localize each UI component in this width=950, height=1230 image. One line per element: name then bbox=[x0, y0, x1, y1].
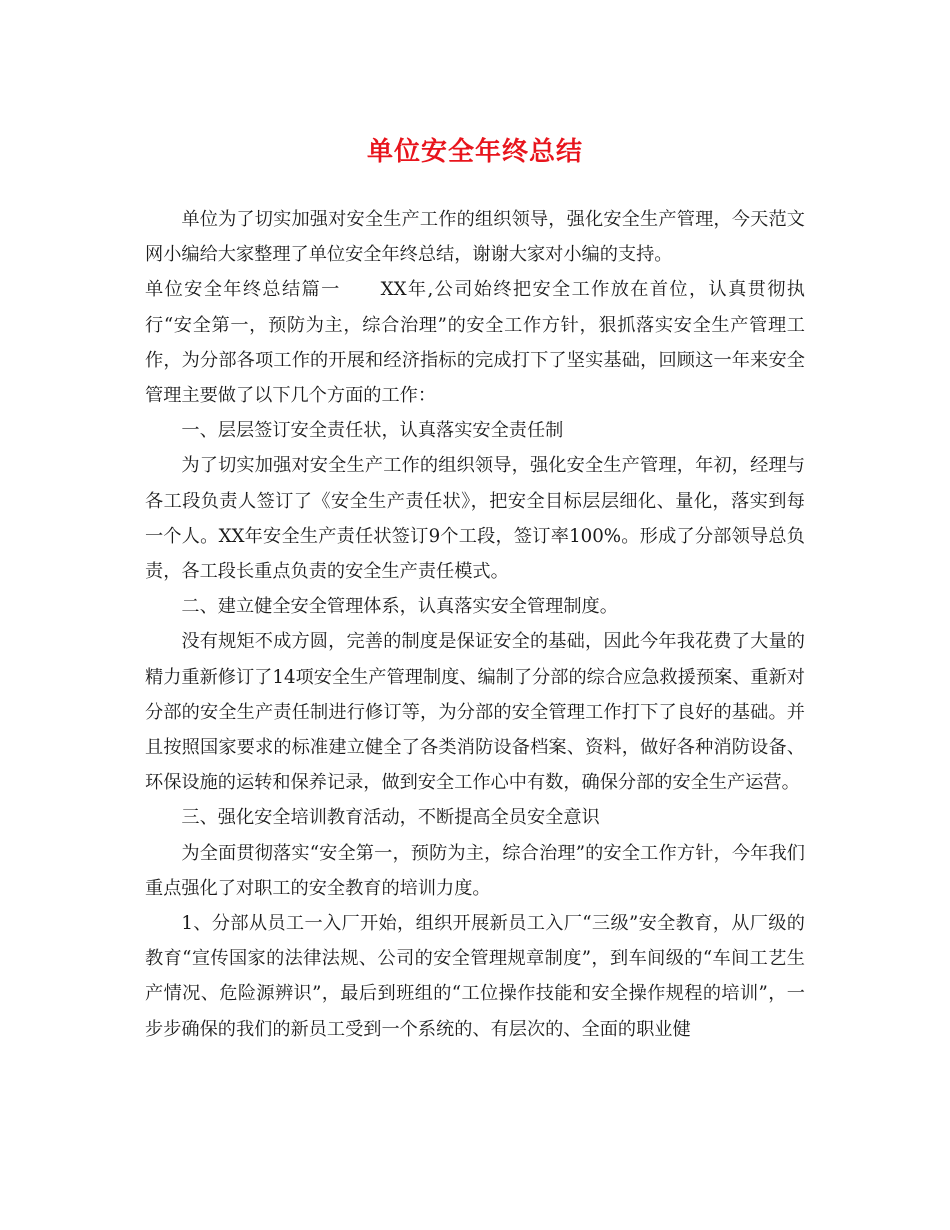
body-paragraph-two: 没有规矩不成方圆，完善的制度是保证安全的基础，因此今年我花费了大量的精力重新修订了14项安全生产管理制度、编制了分部的综合应急救援预案、重新对分部的安全生产责任制进行修订等，为分部的安全管理工作打下了良好的基础。并且按照国家要求的标准建立健全了各类消防设备档案、资料，做好各种消防设备、环保设施的运转和保养记录，做到安全工作心中有数，确保分部的安全生产运营。 bbox=[145, 631, 805, 794]
body-paragraph-one: 为了切实加强对安全生产工作的组织领导，强化安全生产管理，年初，经理与各工段负责人签订了《安全生产责任状》，把安全目标层层细化、量化，落实到每一个人。XX年安全生产责任状签订9个工段，签订率100%。形成了分部领导总负责，各工段长重点负责的安全生产责任模式。 bbox=[145, 455, 805, 583]
heading-one: 一、层层签订安全责任状，认真落实安全责任制 bbox=[181, 420, 564, 442]
document-title: 单位安全年终总结 bbox=[366, 137, 583, 167]
document-page bbox=[145, 128, 805, 1047]
section-label: 单位安全年终总结篇一 bbox=[145, 279, 341, 301]
body-paragraph-four: 1、分部从员工一入厂开始，组织开展新员工入厂“三级”安全教育，从厂级的教育“宣传国家的法律法规、公司的安全管理规章制度”，到车间级的“车间工艺生产情况、危险源辨识”，最后到班组的“工位操作技能和安全操作规程的培训”，一步步确保的我们的新员工受到一个系统的、有层次的、全面的职业健 bbox=[145, 913, 805, 1040]
section-paragraph bbox=[145, 272, 805, 413]
section-text: XX年,公司始终把安全工作放在首位，认真贯彻执行“安全第一，预防为主，综合治理”的安全工作方针，狠抓落实安全生产管理工作，为分部各项工作的开展和经济指标的完成打下了坚实基础，回顾这一年来安全管理主要做了以下几个方面的工作： bbox=[145, 279, 805, 407]
body-paragraph-three: 为全面贯彻落实“安全第一，预防为主，综合治理”的安全工作方针，今年我们重点强化了对职工的安全教育的培训力度。 bbox=[145, 842, 805, 899]
heading-three: 三、强化安全培训教育活动，不断提高全员安全意识 bbox=[181, 807, 600, 829]
intro-paragraph: 单位为了切实加强对安全生产工作的组织领导，强化安全生产管理，今天范文网小编给大家整理了单位安全年终总结，谢谢大家对小编的支持。 bbox=[145, 209, 805, 266]
heading-two: 二、建立健全安全管理体系，认真落实安全管理制度。 bbox=[181, 596, 618, 618]
